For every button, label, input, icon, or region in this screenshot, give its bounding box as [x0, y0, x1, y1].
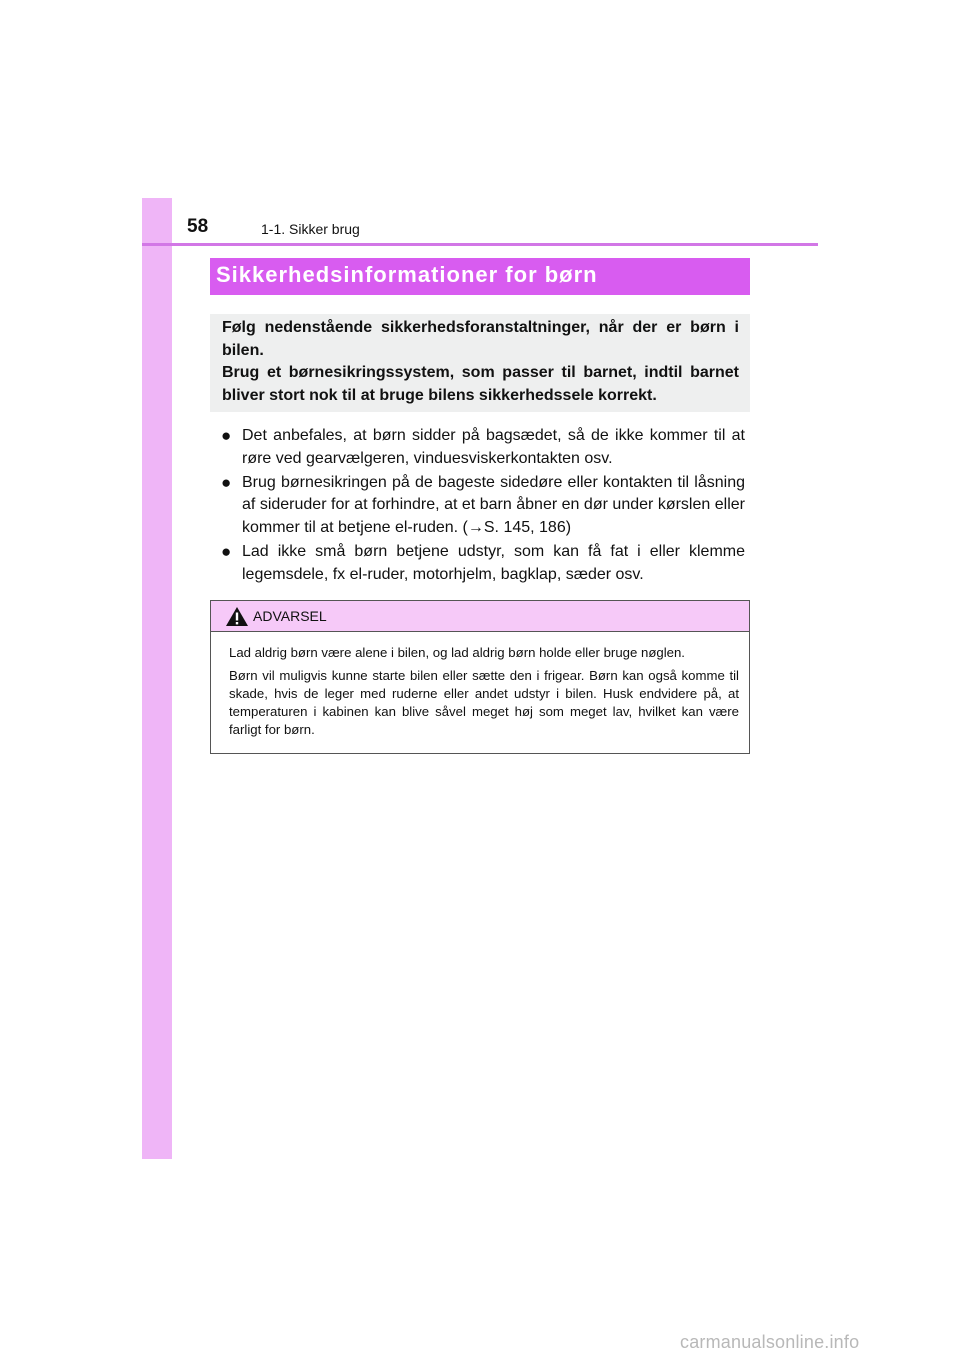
bullet-list: [221, 425, 745, 588]
intro-box: [210, 314, 750, 412]
warning-paragraph-1: Lad aldrig børn være alene i bilen, og lad aldrig børn holde eller bruge nøglen.: [229, 645, 685, 660]
chapter-title: 1-1. Sikker brug: [261, 221, 360, 237]
warning-header: [211, 601, 749, 632]
bullet-icon: ●: [221, 472, 232, 492]
header-rule: [142, 243, 818, 246]
bullet-icon: ●: [221, 426, 232, 445]
warning-body: [211, 632, 749, 739]
watermark: carmanualsonline.info: [680, 1332, 860, 1352]
bullet-text: Lad ikke små børn betjene udstyr, som kan få fat i eller klemme legemsdele, fx el-ruder, motorhjelm, bagklap, sæder osv.: [242, 542, 745, 583]
intro-line-1: Følg nedenstående sikkerhedsforanstaltninger, når der er børn i bilen.: [222, 319, 739, 359]
warning-paragraph-2: Børn vil muligvis kunne starte bilen eller sætte den i frigear. Børn kan også komme til skade, hvis de leger med ruderne eller andet udstyr i bilen. Husk endvidere på, at temperaturen i kabinen kan blive såvel meget høj som meget lav, hvilket kan være farligt for børn.: [229, 668, 739, 737]
list-item: [221, 425, 745, 470]
side-tab: [142, 198, 172, 1159]
page-number: 58: [187, 216, 209, 237]
bullet-text: Det anbefales, at børn sidder på bagsædet, så de ikke kommer til at røre ved gearvælgeren, vinduesviskerkontakten osv.: [242, 427, 745, 467]
list-item: [221, 541, 745, 586]
bullet-icon: ●: [221, 541, 232, 561]
list-item: [221, 472, 745, 540]
intro-line-2: Brug et børnesikringssystem, som passer til barnet, indtil barnet bliver stort nok til at bruge bilens sikkerhedssele korrekt.: [222, 364, 739, 404]
warning-label: ADVARSEL: [253, 608, 327, 624]
section-title: Sikkerhedsinformationer for børn: [210, 258, 750, 295]
warning-box: [210, 600, 750, 754]
bullet-text: Brug børnesikringen på de bageste sidedøre eller kontakten til låsning af sideruder for at forhindre, at et barn åbner en dør under kørslen eller kommer til at betjene el-ruden. (→S. 145, 186): [242, 473, 745, 536]
warning-triangle-icon: [225, 606, 249, 627]
